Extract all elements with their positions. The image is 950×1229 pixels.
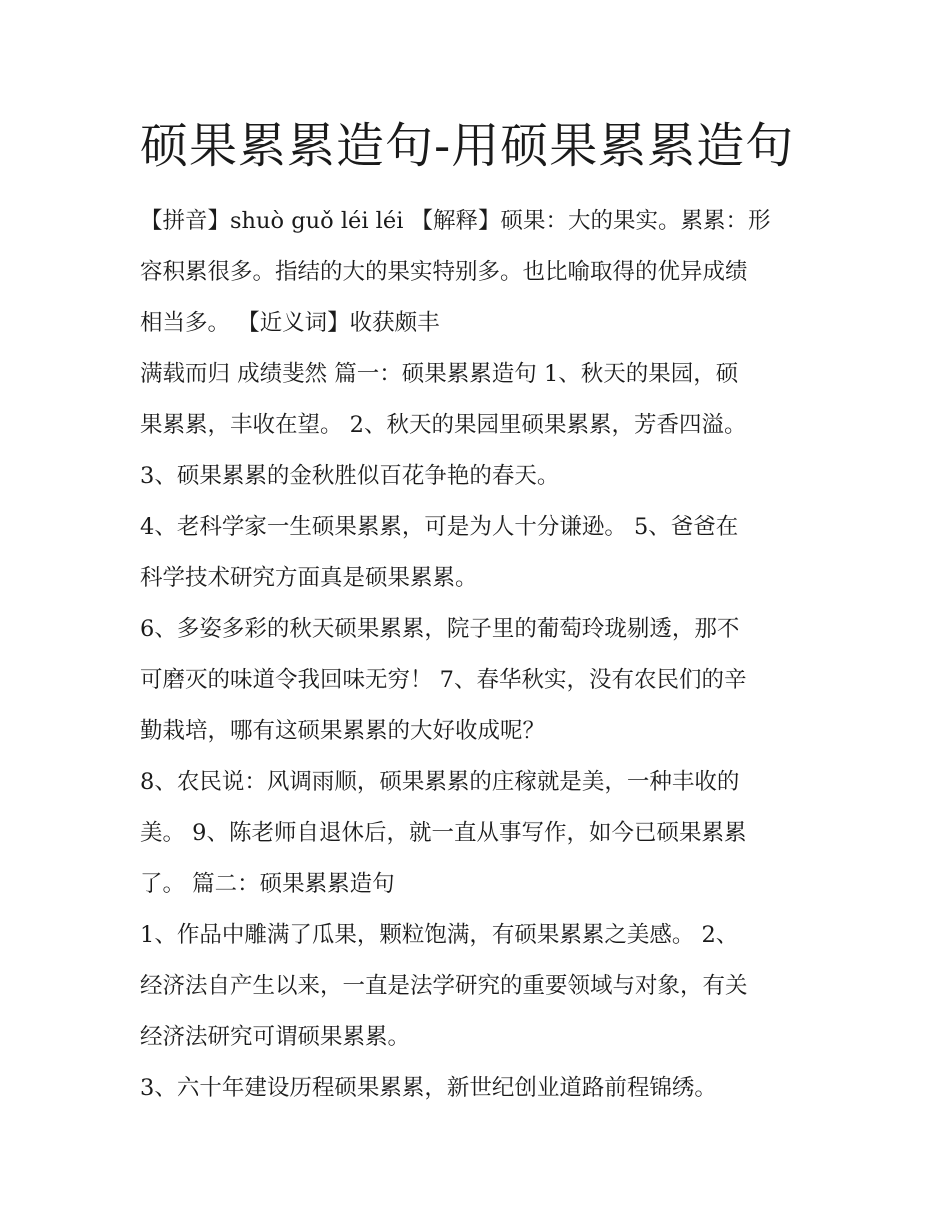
text-line: 8、农民说：风调雨顺，硕果累累的庄稼就是美，一种丰收的 [140,769,740,795]
text-line: 【拼音】shuò guǒ léi léi 【解释】硕果：大的果实。累累：形 [140,208,771,234]
text-line: 经济法研究可谓硕果累累。 [140,1024,411,1050]
text-line: 6、多姿多彩的秋天硕果累累，院子里的葡萄玲珑剔透，那不 [140,616,740,642]
text-line: 勤栽培，哪有这硕果累累的大好收成呢？ [140,718,546,744]
document-title: 硕果累累造句-用硕果累累造句 [140,118,795,174]
document-body [140,196,830,1114]
text-line: 科学技术研究方面真是硕果累累。 [140,565,478,591]
text-line: 满载而归 成绩斐然 篇一：硕果累累造句 1、秋天的果园，硕 [140,361,739,387]
text-line: 了。 篇二：硕果累累造句 [140,871,395,897]
text-line: 4、老科学家一生硕果累累，可是为人十分谦逊。 5、爸爸在 [140,514,739,540]
text-line: 3、六十年建设历程硕果累累，新世纪创业道路前程锦绣。 [140,1075,717,1101]
text-line: 经济法自产生以来，一直是法学研究的重要领域与对象，有关 [140,973,748,999]
text-line: 1、作品中雕满了瓜果，颗粒饱满，有硕果累累之美感。 2、 [140,922,739,948]
text-line: 相当多。 【近义词】收获颇丰 [140,310,440,336]
text-line: 容积累很多。指结的大的果实特别多。也比喻取得的优异成绩 [140,259,748,285]
text-line: 可磨灭的味道令我回味无穷！ 7、春华秋实，没有农民们的辛 [140,667,747,693]
text-line: 美。 9、陈老师自退休后，就一直从事写作，如今已硕果累累 [140,820,747,846]
text-line: 3、硕果累累的金秋胜似百花争艳的春天。 [140,463,560,489]
text-line: 果累累，丰收在望。 2、秋天的果园里硕果累累，芳香四溢。 [140,412,747,438]
